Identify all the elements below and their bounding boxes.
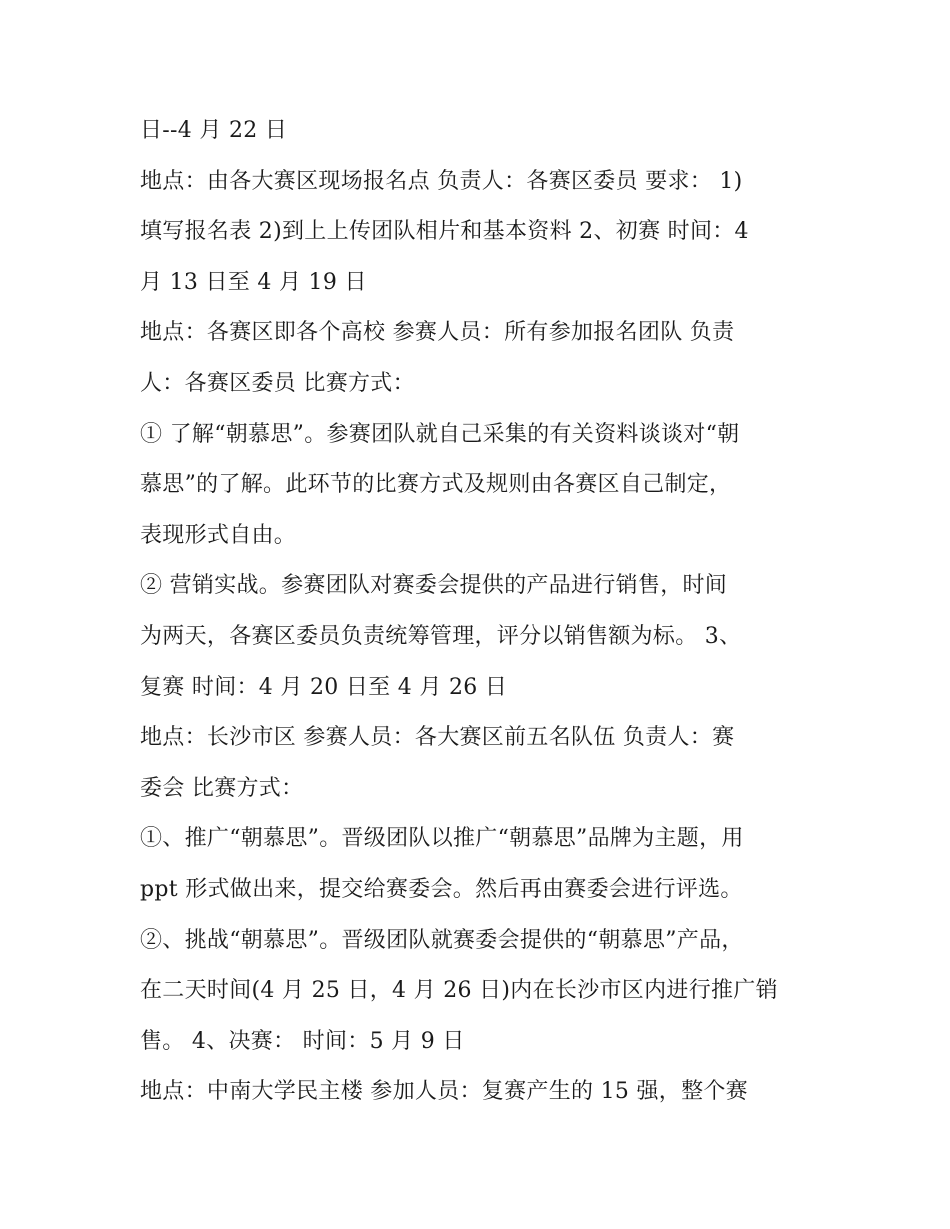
- text-line: 售。 4、决赛： 时间：5 月 9 日: [140, 1028, 465, 1054]
- text-line: 在二天时间(4 月 25 日，4 月 26 日)内在长沙市区内进行推广销: [140, 978, 778, 1004]
- text-line: 慕思”的了解。此环节的比赛方式及规则由各赛区自己制定，: [140, 472, 732, 498]
- text-line: ② 营销实战。参赛团队对赛委会提供的产品进行销售，时间: [140, 573, 728, 599]
- text-line: ① 了解“朝慕思”。参赛团队就自己采集的有关资料谈谈对“朝: [140, 421, 740, 447]
- text-line: 表现形式自由。: [140, 522, 297, 548]
- text-line: 地点：各赛区即各个高校 参赛人员：所有参加报名团队 负责: [140, 320, 735, 346]
- text-line: 复赛 时间：4 月 20 日至 4 月 26 日: [140, 674, 508, 700]
- text-line: 委会 比赛方式：: [140, 775, 304, 801]
- text-line: ppt 形式做出来，提交给赛委会。然后再由赛委会进行评选。: [140, 876, 743, 902]
- text-line: 地点：长沙市区 参赛人员：各大赛区前五名队伍 负责人：赛: [140, 725, 735, 751]
- text-line: 日--4 月 22 日: [140, 118, 288, 143]
- text-line: 人：各赛区委员 比赛方式：: [140, 370, 415, 396]
- text-line: 月 13 日至 4 月 19 日: [140, 269, 367, 295]
- text-line: ②、挑战“朝慕思”。晋级团队就赛委会提供的“朝慕思”产品，: [140, 927, 744, 953]
- document-body: [140, 106, 810, 1118]
- text-line: 地点：由各大赛区现场报名点 负责人：各赛区委员 要求： 1): [140, 168, 743, 194]
- text-line: 填写报名表 2)到上上传团队相片和基本资料 2、初赛 时间：4: [140, 219, 749, 245]
- text-line: 地点：中南大学民主楼 参加人员：复赛产生的 15 强，整个赛: [140, 1079, 748, 1105]
- text-line: 为两天，各赛区委员负责统筹管理，评分以销售额为标。 3、: [140, 623, 742, 649]
- text-line: ①、推广“朝慕思”。晋级团队以推广“朝慕思”品牌为主题，用: [140, 826, 744, 852]
